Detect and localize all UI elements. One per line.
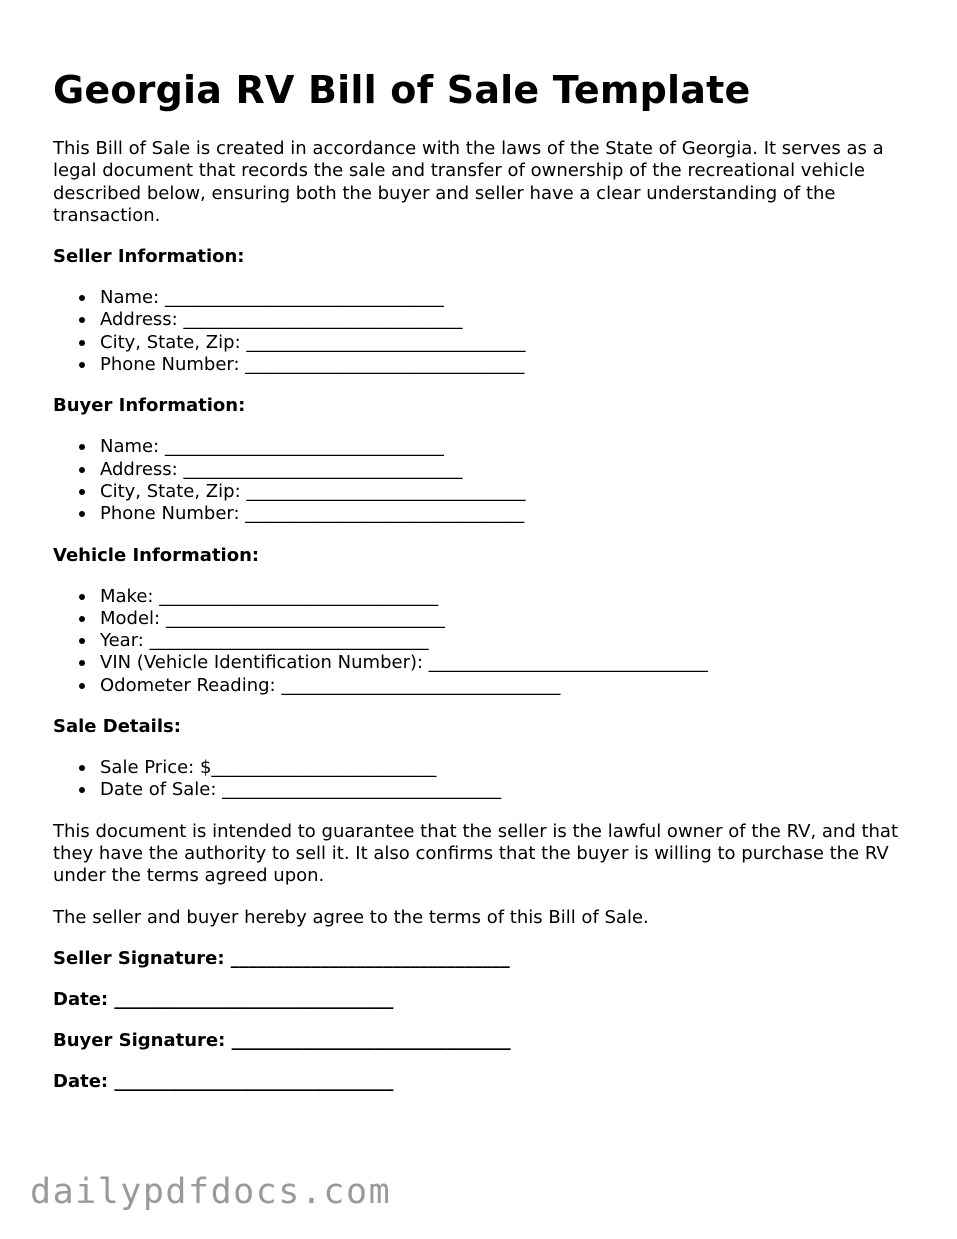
- sale-details-list: [53, 757, 913, 802]
- buyer-date-line: Date: _______________________________: [53, 1070, 394, 1092]
- watermark-text: dailypdfdocs.com: [30, 1172, 392, 1212]
- document-page: [53, 66, 913, 1093]
- vehicle-info-list: [53, 586, 913, 697]
- buyer-city-state-zip-field: City, State, Zip: _______________________________: [100, 481, 913, 503]
- intro-paragraph: This Bill of Sale is created in accordance with the laws of the State of Georgia. It serves as a legal document that records the sale and transfer of ownership of the recreational vehicle described below, ensuring both the buyer and seller have a clear understanding of the transaction.: [53, 138, 884, 226]
- seller-city-state-zip-field: City, State, Zip: _______________________________: [100, 332, 913, 354]
- document-title: Georgia RV Bill of Sale Template: [53, 68, 751, 112]
- seller-name-field: Name: _______________________________: [100, 287, 913, 309]
- vehicle-vin-field: VIN (Vehicle Identification Number): _______________________________: [100, 652, 913, 674]
- vehicle-make-field: Make: _______________________________: [100, 586, 913, 608]
- agreement-paragraph: The seller and buyer hereby agree to the terms of this Bill of Sale.: [53, 906, 649, 928]
- sale-price-field: Sale Price: $_________________________: [100, 757, 913, 779]
- sale-section-heading: Sale Details:: [53, 716, 181, 738]
- vehicle-odometer-field: Odometer Reading: _______________________________: [100, 675, 913, 697]
- closing-paragraph: This document is intended to guarantee that the seller is the lawful owner of the RV, and that they have the authority to sell it. It also confirms that the buyer is willing to purchase the RV under the terms agreed upon.: [53, 820, 899, 887]
- seller-address-field: Address: _______________________________: [100, 309, 913, 331]
- buyer-signature-line: Buyer Signature: _______________________________: [53, 1029, 511, 1051]
- vehicle-section-heading: Vehicle Information:: [53, 544, 260, 566]
- vehicle-year-field: Year: _______________________________: [100, 630, 913, 652]
- seller-signature-line: Seller Signature: _______________________________: [53, 947, 510, 969]
- vehicle-model-field: Model: _______________________________: [100, 608, 913, 630]
- buyer-address-field: Address: _______________________________: [100, 459, 913, 481]
- seller-date-line: Date: _______________________________: [53, 988, 394, 1010]
- sale-date-field: Date of Sale: _______________________________: [100, 779, 913, 801]
- buyer-info-list: [53, 436, 913, 525]
- buyer-name-field: Name: _______________________________: [100, 436, 913, 458]
- seller-phone-field: Phone Number: _______________________________: [100, 354, 913, 376]
- seller-section-heading: Seller Information:: [53, 246, 245, 268]
- buyer-phone-field: Phone Number: _______________________________: [100, 503, 913, 525]
- seller-info-list: [53, 287, 913, 376]
- buyer-section-heading: Buyer Information:: [53, 395, 246, 417]
